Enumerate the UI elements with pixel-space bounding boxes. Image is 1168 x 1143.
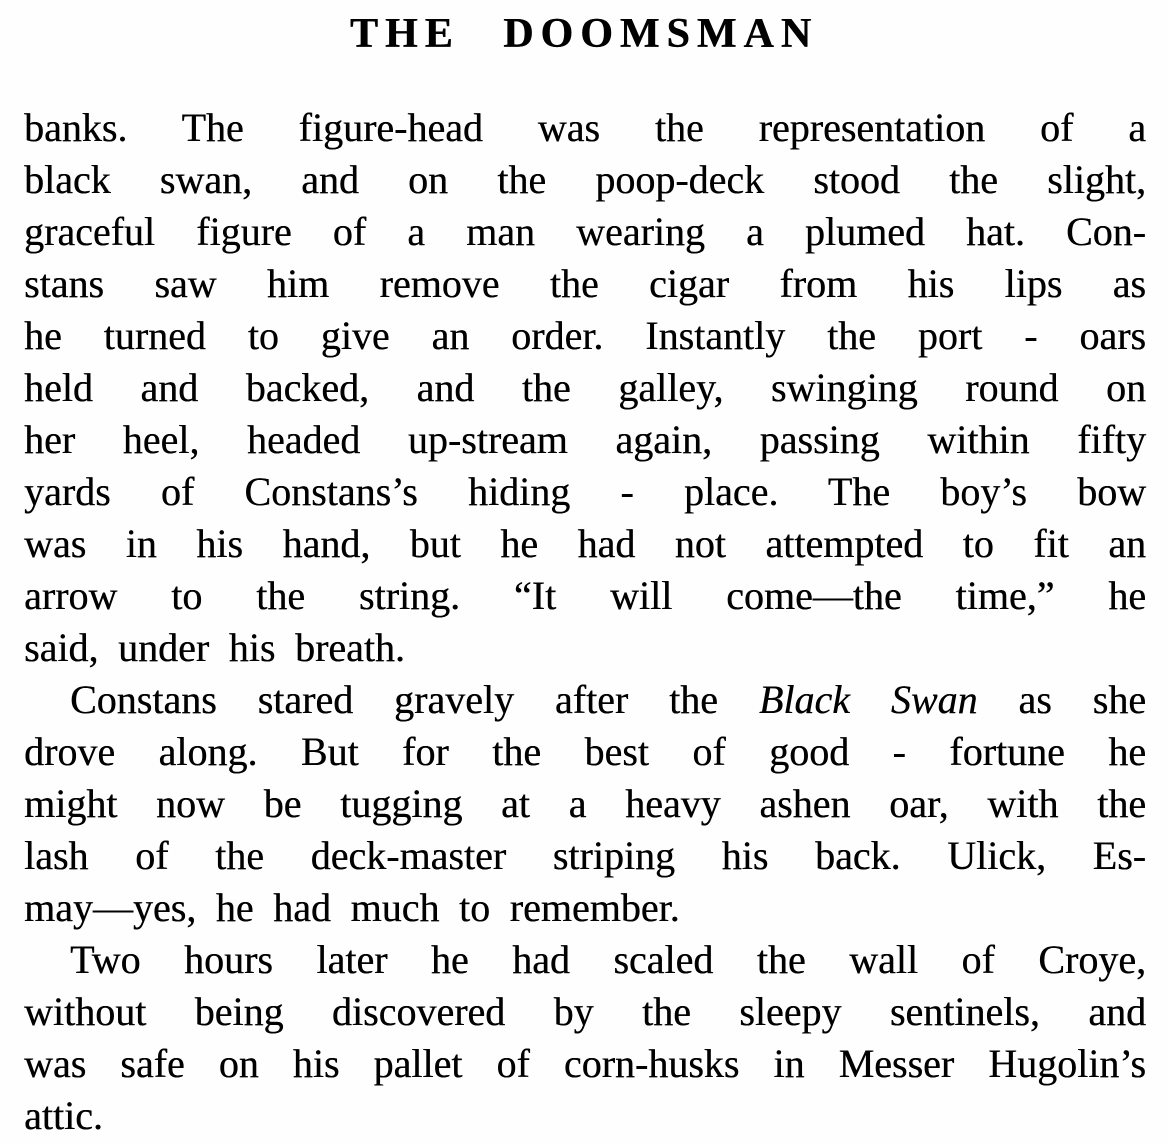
text-line: he turned to give an order. Instantly the port - oars bbox=[24, 313, 1146, 358]
text-line: was safe on his pallet of corn-husks in Messer Hugolin’s bbox=[24, 1041, 1146, 1086]
text-segment: Constans stared gravely after the bbox=[70, 677, 759, 722]
page-body bbox=[24, 102, 1146, 1142]
paragraph bbox=[24, 102, 1146, 674]
page-title: THE DOOMSMAN bbox=[349, 11, 819, 57]
text-line: yards of Constans’s hiding - place. The boy’s bow bbox=[24, 469, 1146, 514]
text-line: held and backed, and the galley, swinging round on bbox=[24, 365, 1146, 410]
text-line: arrow to the string. “It will come—the time,” he bbox=[24, 573, 1146, 618]
text-line: lash of the deck-master striping his back. Ulick, Es- bbox=[24, 833, 1146, 878]
text-line: her heel, headed up-stream again, passing within fifty bbox=[24, 417, 1146, 462]
text-segment: as she bbox=[977, 677, 1146, 722]
text-line: attic. bbox=[24, 1093, 103, 1138]
text-line: banks. The figure-head was the representation of a bbox=[24, 105, 1146, 150]
text-line: may—yes, he had much to remember. bbox=[24, 885, 680, 930]
text-line: might now be tugging at a heavy ashen oar, with the bbox=[24, 781, 1146, 826]
text-line: without being discovered by the sleepy sentinels, and bbox=[24, 989, 1146, 1034]
text-line: drove along. But for the best of good - fortune he bbox=[24, 729, 1146, 774]
text-line: was in his hand, but he had not attempted to fit an bbox=[24, 521, 1146, 566]
text-line bbox=[24, 674, 1146, 726]
paragraph bbox=[24, 934, 1146, 1142]
text-line: said, under his breath. bbox=[24, 625, 405, 670]
text-line: stans saw him remove the cigar from his lips as bbox=[24, 261, 1146, 306]
text-line: black swan, and on the poop-deck stood the slight, bbox=[24, 157, 1146, 202]
book-title-italic: Black Swan bbox=[758, 677, 978, 722]
text-line: graceful figure of a man wearing a plumed hat. Con- bbox=[24, 209, 1146, 254]
paragraph bbox=[24, 674, 1146, 934]
text-line: Two hours later he had scaled the wall of Croye, bbox=[70, 937, 1146, 982]
